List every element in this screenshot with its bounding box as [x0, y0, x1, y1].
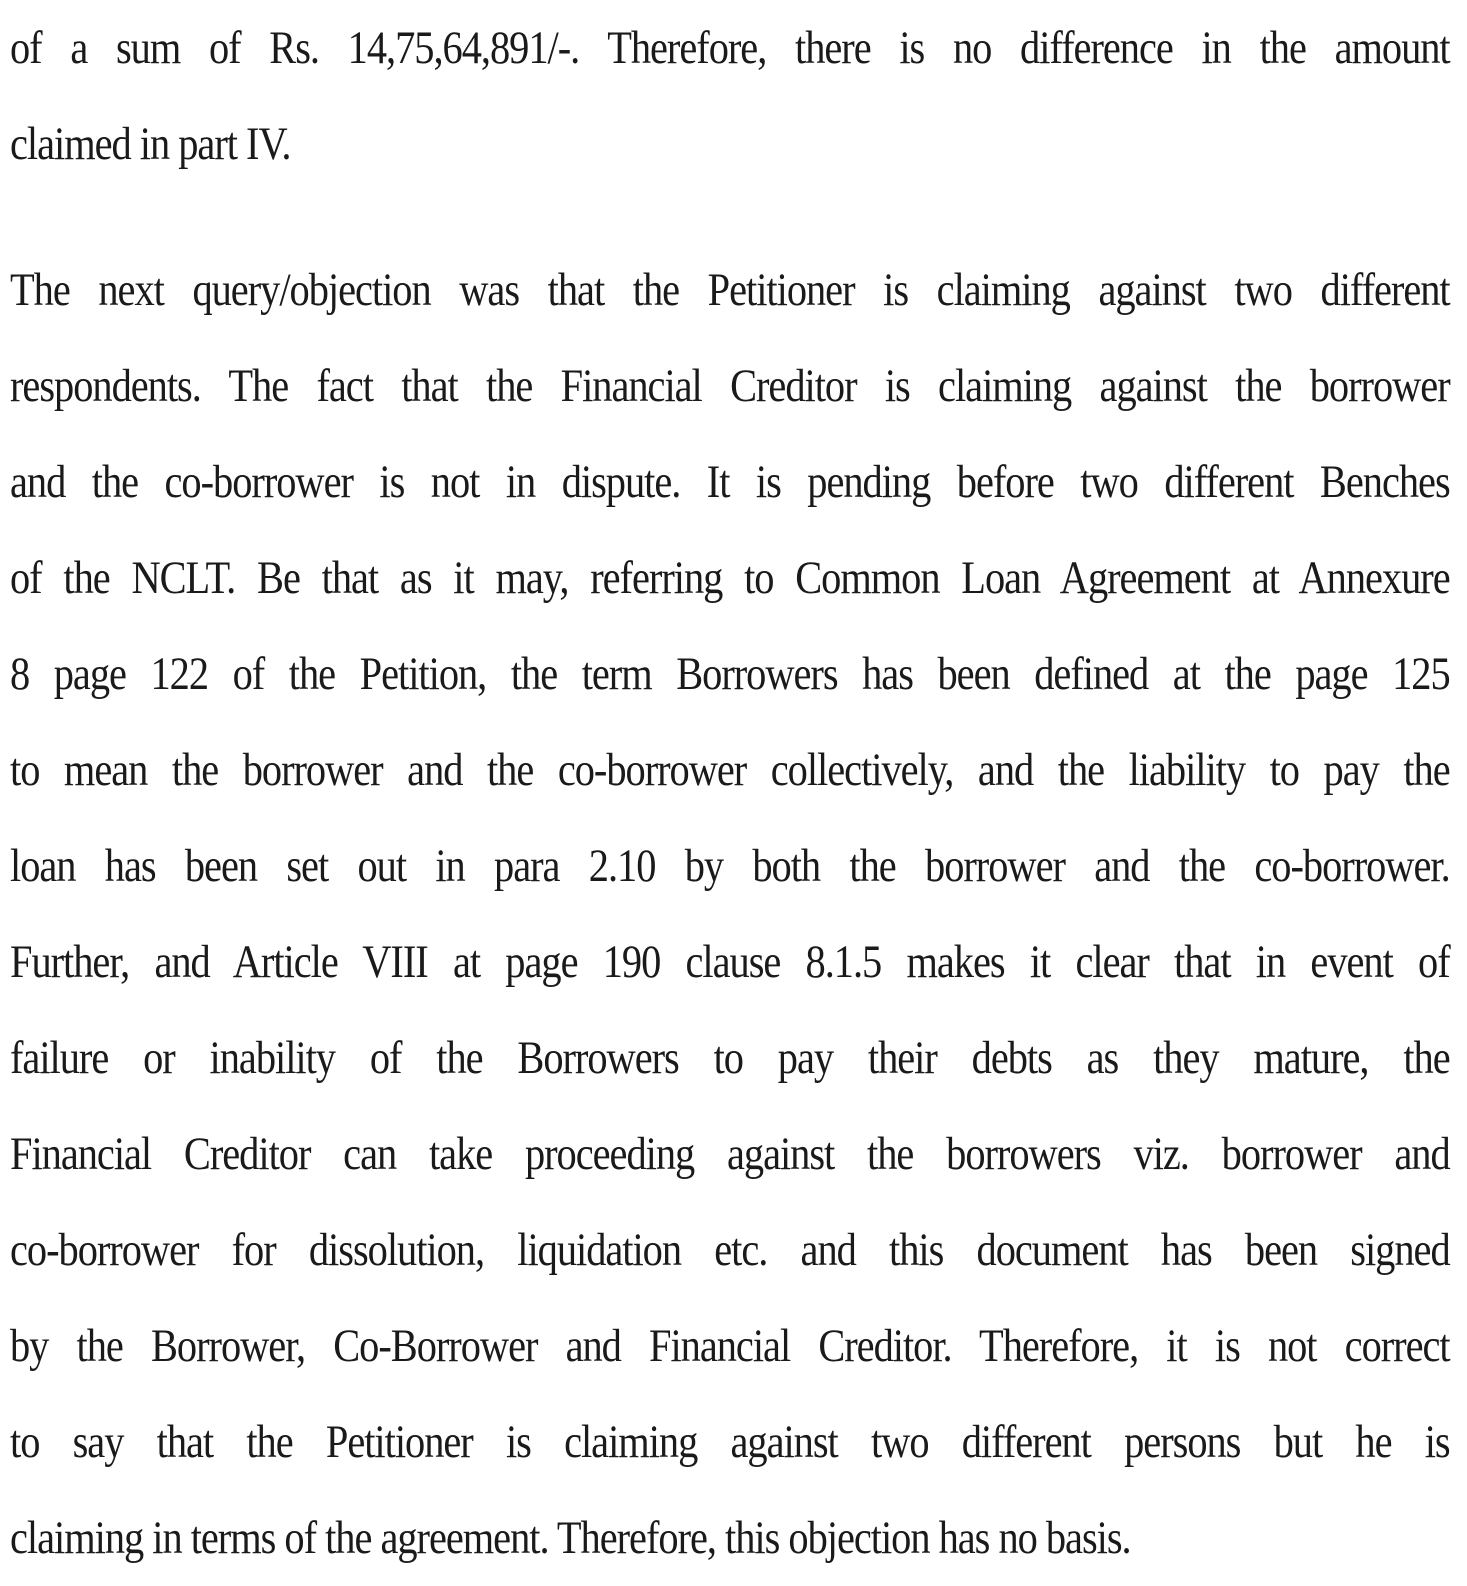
text-line: claiming in terms of the agreement. Therefore, this objection has no basis. — [10, 1512, 1131, 1564]
text-line: Financial Creditor can take proceeding against the borrowers viz. borrower and — [10, 1128, 1450, 1180]
text-line: loan has been set out in para 2.10 by both the borrower and the co-borrower. — [10, 840, 1450, 892]
text-line: The next query/objection was that the Petitioner is claiming against two different — [10, 264, 1450, 316]
text-line: of a sum of Rs. 14,75,64,891/-. Therefore, there is no difference in the amount — [10, 22, 1450, 74]
text-line: by the Borrower, Co-Borrower and Financial Creditor. Therefore, it is not correct — [10, 1320, 1450, 1372]
paragraph-amount-claimed — [10, 0, 1450, 192]
text-line: respondents. The fact that the Financial Creditor is claiming against the borrower — [10, 360, 1450, 412]
text-line: to mean the borrower and the co-borrower collectively, and the liability to pay the — [10, 744, 1450, 796]
text-line: of the NCLT. Be that as it may, referring to Common Loan Agreement at Annexure — [10, 552, 1450, 604]
text-line: and the co-borrower is not in dispute. It is pending before two different Benches — [10, 456, 1450, 508]
text-line: failure or inability of the Borrowers to pay their debts as they mature, the — [10, 1032, 1450, 1084]
text-line: claimed in part IV. — [10, 118, 291, 170]
text-line: to say that the Petitioner is claiming against two different persons but he is — [10, 1416, 1450, 1468]
document-page — [10, 0, 1450, 1586]
text-line: 8 page 122 of the Petition, the term Borrowers has been defined at the page 125 — [10, 648, 1450, 700]
text-line: co-borrower for dissolution, liquidation etc. and this document has been signed — [10, 1224, 1450, 1276]
text-line: Further, and Article VIII at page 190 clause 8.1.5 makes it clear that in event of — [10, 936, 1450, 988]
paragraph-objection — [10, 242, 1450, 1586]
paragraph-gap — [10, 192, 1450, 242]
